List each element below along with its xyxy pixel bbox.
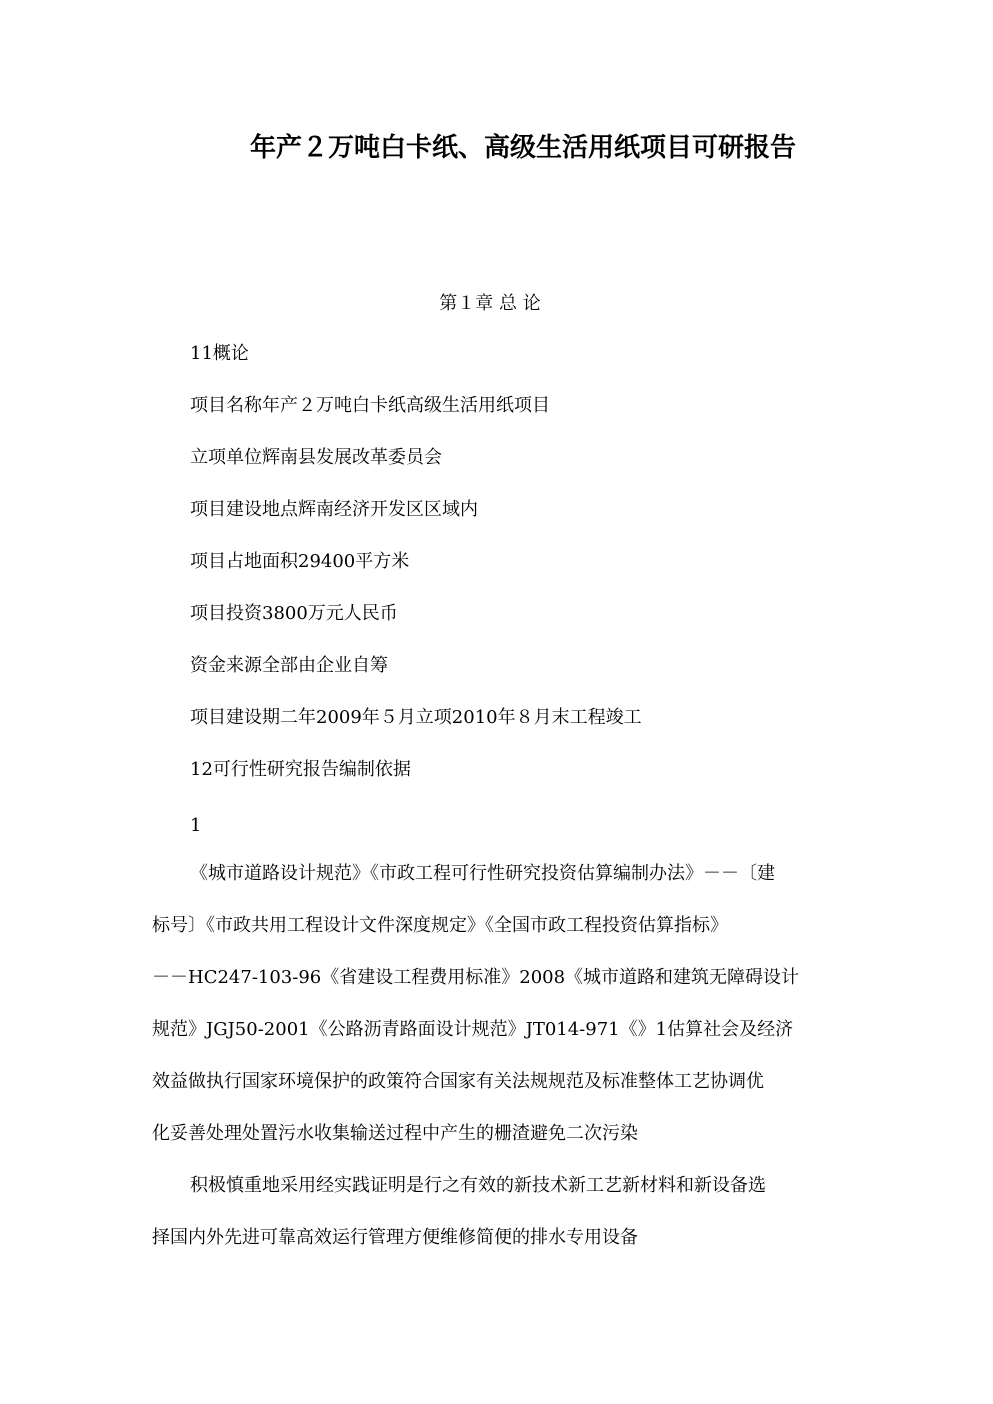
paragraph-line: 标号〕《市政共用工程设计文件深度规定》《全国市政工程投资估算指标》 (152, 915, 728, 936)
land-area-line: 项目占地面积29400平方米 (190, 551, 410, 572)
section-heading-overview: 11概论 (190, 343, 249, 364)
investment-line: 项目投资3800万元人民币 (190, 603, 398, 624)
paragraph-line: 效益做执行国家环境保护的政策符合国家有关法规规范及标准整体工艺协调优 (152, 1071, 764, 1092)
project-name-line: 项目名称年产２万吨白卡纸高级生活用纸项目 (190, 395, 550, 416)
funding-source-line: 资金来源全部由企业自筹 (190, 655, 388, 676)
chapter-heading: 第１章 总 论 (439, 293, 541, 314)
paragraph-technology (152, 1160, 844, 1264)
construction-period-line: 项目建设期二年2009年５月立项2010年８月末工程竣工 (190, 707, 642, 728)
approving-unit-line: 立项单位辉南县发展改革委员会 (190, 447, 442, 468)
paragraph-line: 规范》JGJ50-2001《公路沥青路面设计规范》JT014-971《》1估算社会及经济 (152, 1019, 794, 1040)
paragraph-line: 化妥善处理处置污水收集输送过程中产生的栅渣避免二次污染 (152, 1123, 638, 1144)
paragraph-line: 积极慎重地采用经实践证明是行之有效的新技术新工艺新材料和新设备选 (190, 1175, 766, 1196)
section-heading-basis: 12可行性研究报告编制依据 (190, 759, 411, 780)
paragraph-line: 《城市道路设计规范》《市政工程可行性研究投资估算编制办法》－－〔建 (190, 863, 775, 884)
list-number: 1 (190, 815, 202, 836)
paragraph-line: 择国内外先进可靠高效运行管理方便维修简便的排水专用设备 (152, 1227, 638, 1248)
paragraph-line: －－HC247-103-96《省建设工程费用标准》2008《城市道路和建筑无障碍设计 (152, 967, 800, 988)
construction-site-line: 项目建设地点辉南经济开发区区域内 (190, 499, 478, 520)
document-title: 年产２万吨白卡纸、高级生活用纸项目可研报告 (249, 133, 796, 163)
paragraph-basis (152, 848, 844, 1160)
